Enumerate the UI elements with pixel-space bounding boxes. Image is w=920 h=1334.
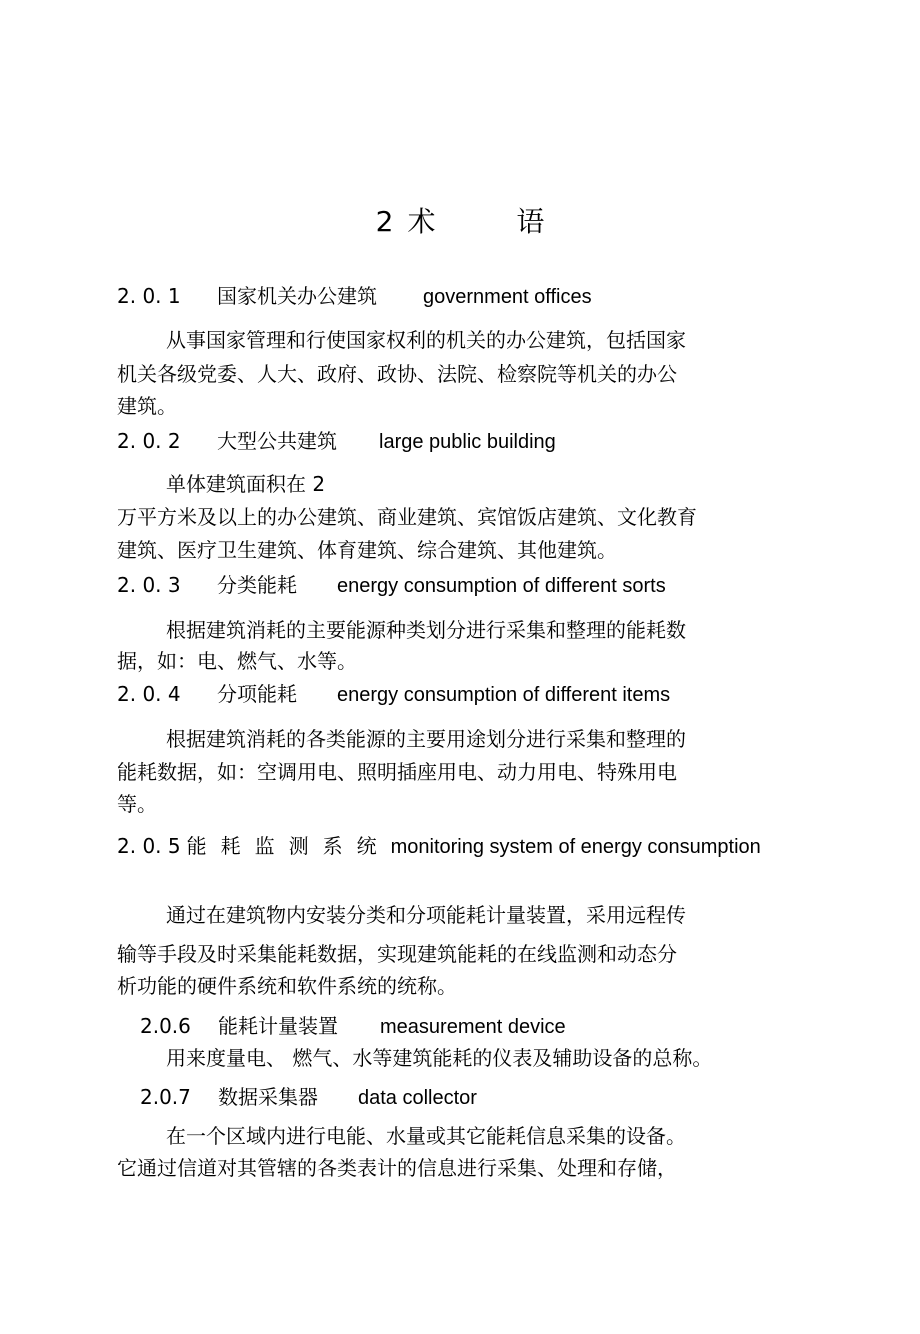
term-chinese: 大型公共建筑	[217, 429, 337, 453]
term-heading-2-0-6	[140, 1013, 566, 1040]
term-chinese: 能耗监测系统	[186, 834, 391, 858]
definition-line: 单体建筑面积在 2	[166, 472, 326, 496]
term-number: 2. 0. 4	[117, 682, 181, 706]
chapter-name: 术 语	[407, 205, 581, 238]
term-chinese: 国家机关办公建筑	[217, 284, 377, 308]
chapter-title	[0, 200, 920, 240]
term-english: measurement device	[380, 1016, 566, 1038]
term-number: 2. 0. 1	[117, 284, 181, 308]
definition-line: 根据建筑消耗的各类能源的主要用途划分进行采集和整理的	[166, 727, 686, 751]
definition-line: 用来度量电、 燃气、水等建筑能耗的仪表及辅助设备的总称。	[166, 1046, 713, 1070]
term-heading-2-0-1	[117, 283, 592, 310]
term-chinese: 能耗计量装置	[218, 1014, 338, 1038]
term-chinese: 数据采集器	[218, 1085, 318, 1109]
term-chinese: 分项能耗	[217, 682, 297, 706]
term-english: government offices	[423, 286, 592, 308]
definition-line: 根据建筑消耗的主要能源种类划分进行采集和整理的能耗数	[166, 618, 686, 642]
term-english: monitoring system of energy consumption	[390, 836, 761, 858]
term-chinese: 分类能耗	[217, 573, 297, 597]
term-heading-2-0-3	[117, 572, 666, 599]
term-number: 2. 0. 3	[117, 573, 181, 597]
definition-line: 建筑、医疗卫生建筑、体育建筑、综合建筑、其他建筑。	[117, 538, 617, 562]
definition-line: 建筑。	[117, 394, 177, 418]
term-number: 2. 0. 5	[117, 834, 181, 858]
term-number: 2. 0. 2	[117, 429, 181, 453]
definition-line: 从事国家管理和行使国家权利的机关的办公建筑，包括国家	[166, 328, 686, 352]
term-heading-2-0-2	[117, 428, 556, 455]
term-number: 2.0.7	[140, 1085, 191, 1109]
term-number: 2.0.6	[140, 1014, 191, 1038]
definition-line: 它通过信道对其管辖的各类表计的信息进行采集、处理和存储，	[117, 1156, 677, 1180]
definition-line: 输等手段及时采集能耗数据，实现建筑能耗的在线监测和动态分	[117, 942, 677, 966]
chapter-number: 2	[375, 205, 396, 238]
definition-line: 机关各级党委、人大、政府、政协、法院、检察院等机关的办公	[117, 362, 677, 386]
definition-line: 能耗数据，如：空调用电、照明插座用电、动力用电、特殊用电	[117, 760, 677, 784]
definition-line: 析功能的硬件系统和软件系统的统称。	[117, 974, 457, 998]
term-heading-2-0-4	[117, 681, 670, 708]
term-heading-2-0-5	[117, 833, 761, 860]
definition-line: 等。	[117, 792, 157, 816]
term-english: data collector	[358, 1087, 477, 1109]
definition-line: 在一个区域内进行电能、水量或其它能耗信息采集的设备。	[166, 1124, 686, 1148]
definition-line: 据，如：电、燃气、水等。	[117, 649, 357, 673]
term-heading-2-0-7	[140, 1084, 477, 1111]
definition-line: 通过在建筑物内安装分类和分项能耗计量装置，采用远程传	[166, 903, 686, 927]
definition-line: 万平方米及以上的办公建筑、商业建筑、宾馆饭店建筑、文化教育	[117, 505, 697, 529]
term-english: energy consumption of different items	[337, 684, 671, 706]
term-english: large public building	[379, 431, 556, 453]
term-english: energy consumption of different sorts	[337, 575, 666, 597]
